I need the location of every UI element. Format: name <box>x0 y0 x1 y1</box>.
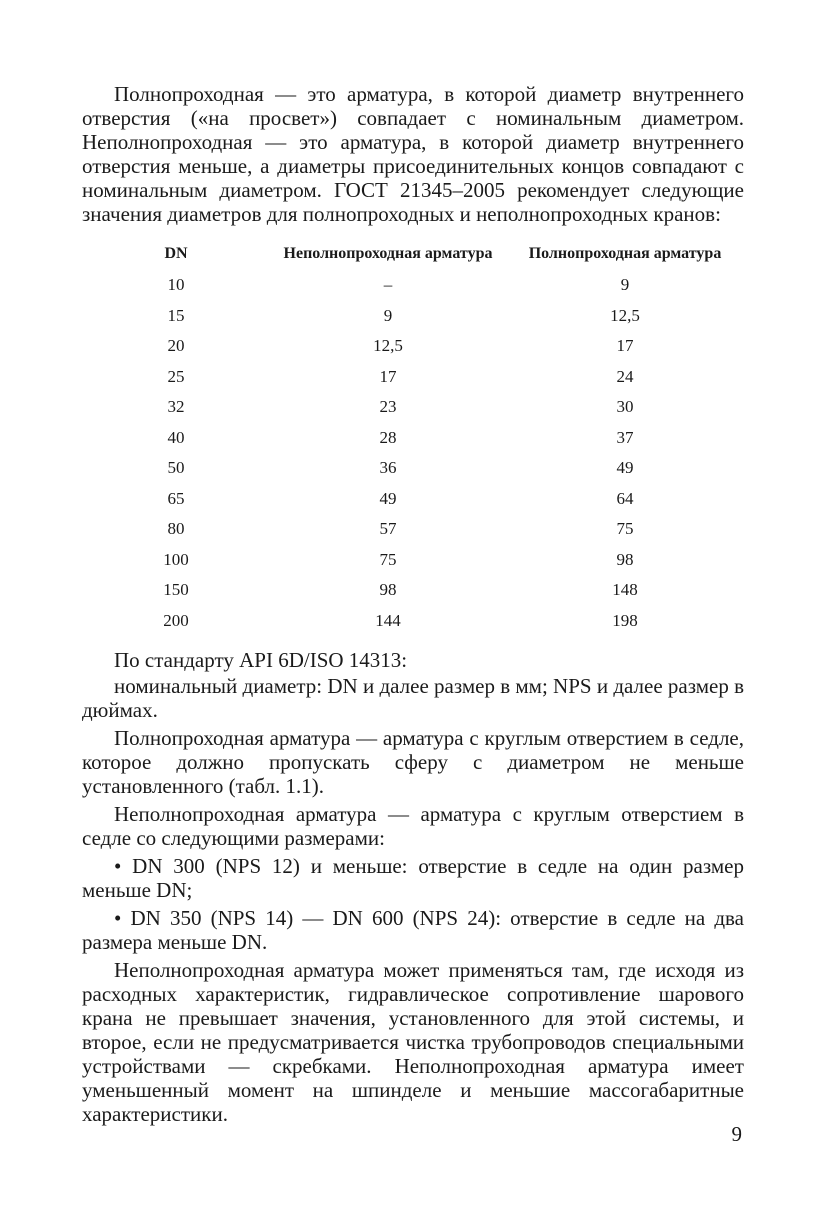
cell-full-bore: 148 <box>612 580 638 600</box>
cell-reduced-bore: – <box>383 275 393 295</box>
cell-reduced-bore: 144 <box>375 610 401 630</box>
cell-dn: 150 <box>163 580 189 600</box>
cell-full-bore: 64 <box>616 488 634 508</box>
table-row <box>82 301 744 332</box>
reduced-bore-paragraph: Неполнопроходная арматура — арматура с круглым отверстием в седле со следующими размерами: <box>82 802 744 850</box>
cell-dn: 80 <box>167 519 185 539</box>
cell-full-bore: 12,5 <box>610 305 640 325</box>
cell-full-bore: 198 <box>612 610 638 630</box>
full-bore-paragraph: Полнопроходная арматура — арматура с круглым отверстием в седле, которое должно пропускать сферу с диаметром не меньше установленного (табл. 1.1). <box>82 726 744 798</box>
cell-full-bore: 37 <box>616 427 634 447</box>
header-reduced-bore: Неполнопроходная арматура <box>283 245 493 262</box>
cell-reduced-bore: 23 <box>379 397 397 417</box>
table-row <box>82 392 744 423</box>
application-paragraph: Неполнопроходная арматура может применяться там, где исходя из расходных характеристик, гидравлическое сопротивление шарового крана не превышает значения, установленного для этой системы, и второе, если не предусматривается чистка трубопроводов специальными устройствами — скребками. Неполнопроходная арматура имеет уменьшенный момент на шпинделе и меньшие массогабаритные характеристики. <box>82 958 744 1126</box>
table-row <box>82 331 744 362</box>
cell-dn: 15 <box>167 305 185 325</box>
cell-reduced-bore: 49 <box>379 488 397 508</box>
cell-dn: 200 <box>163 610 189 630</box>
table-row <box>82 514 744 545</box>
table-row <box>82 423 744 454</box>
bullet-item: • DN 350 (NPS 14) — DN 600 (NPS 24): отверстие в седле на два размера меньше DN. <box>82 906 744 954</box>
cell-reduced-bore: 17 <box>379 366 397 386</box>
cell-reduced-bore: 12,5 <box>373 336 403 356</box>
table-row <box>82 545 744 576</box>
page-number: 9 <box>731 1122 742 1146</box>
nominal-diameter-text: номинальный диаметр: DN и далее размер в мм; NPS и далее размер в дюймах. <box>82 674 744 722</box>
cell-full-bore: 9 <box>620 275 630 295</box>
table-body <box>82 270 744 636</box>
bullet-item: • DN 300 (NPS 12) и меньше: отверстие в седле на один размер меньше DN; <box>82 854 744 902</box>
cell-dn: 10 <box>167 275 185 295</box>
cell-reduced-bore: 75 <box>379 549 397 569</box>
header-full-bore: Полнопроходная арматура <box>528 245 722 262</box>
cell-full-bore: 49 <box>616 458 634 478</box>
cell-full-bore: 30 <box>616 397 634 417</box>
cell-full-bore: 75 <box>616 519 634 539</box>
cell-dn: 65 <box>167 488 185 508</box>
intro-paragraph: Полнопроходная — это арматура, в которой диаметр внутреннего отверстия («на просвет») совпадает с номинальным диаметром. Неполнопроходная — это арматура, в которой диаметр внутреннего отверстия меньше, а диаметры присоединительных концов совпадают с номинальным диаметром. ГОСТ 21345–2005 рекомендует следующие значения диаметров для полнопроходных и неполнопроходных кранов: <box>82 82 744 226</box>
cell-dn: 25 <box>167 366 185 386</box>
table-row <box>82 606 744 637</box>
cell-reduced-bore: 57 <box>379 519 397 539</box>
table-row <box>82 270 744 301</box>
header-dn: DN <box>164 245 188 262</box>
table-row <box>82 575 744 606</box>
cell-dn: 50 <box>167 458 185 478</box>
table-row <box>82 484 744 515</box>
cell-full-bore: 24 <box>616 366 634 386</box>
cell-dn: 100 <box>163 549 189 569</box>
cell-reduced-bore: 36 <box>379 458 397 478</box>
api-section <box>82 648 744 1128</box>
cell-dn: 40 <box>167 427 185 447</box>
cell-reduced-bore: 9 <box>383 305 393 325</box>
cell-dn: 20 <box>167 336 185 356</box>
diameter-table <box>82 238 744 636</box>
cell-reduced-bore: 98 <box>379 580 397 600</box>
table-row <box>82 362 744 393</box>
cell-full-bore: 17 <box>616 336 634 356</box>
cell-dn: 32 <box>167 397 185 417</box>
table-header-row <box>82 238 744 270</box>
api-heading: По стандарту API 6D/ISO 14313: <box>114 648 408 672</box>
table-row <box>82 453 744 484</box>
cell-full-bore: 98 <box>616 549 634 569</box>
cell-reduced-bore: 28 <box>379 427 397 447</box>
intro-section <box>82 82 744 228</box>
